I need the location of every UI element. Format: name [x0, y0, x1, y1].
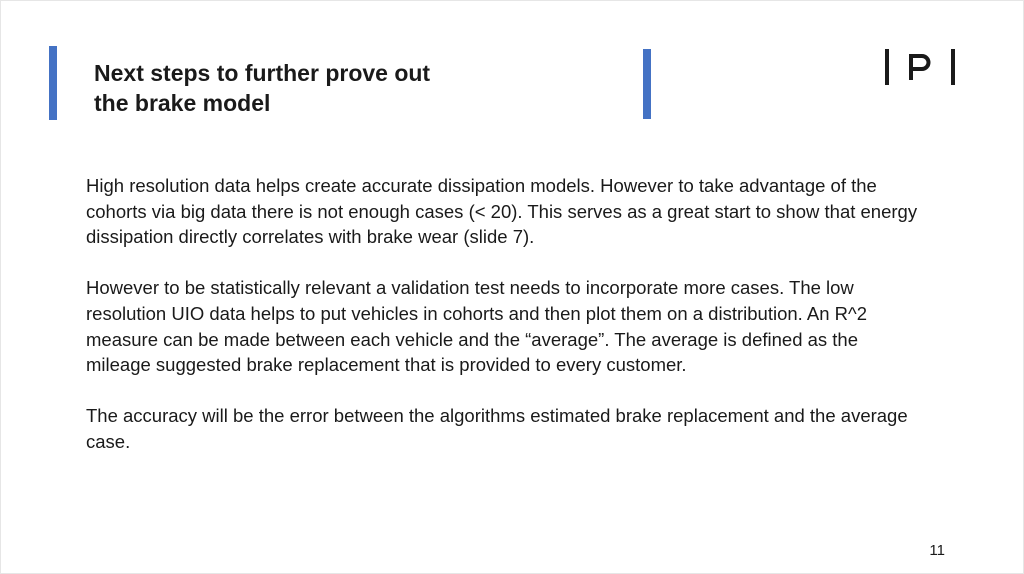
slide-title-line-1: Next steps to further prove out — [94, 60, 431, 86]
paragraph-1: High resolution data helps create accurate dissipation models. However to take advantage of the cohorts via big data there is not enough cases (< 20). This serves as a great start to show that energy dissipation directly correlates with brake wear (slide 7). — [86, 175, 918, 248]
body-text — [86, 173, 926, 455]
paragraph-3: The accuracy will be the error between the algorithms estimated brake replacement and the average case. — [86, 405, 908, 452]
slide-title-line-2: the brake model — [94, 90, 271, 116]
logo-p-glyph — [908, 54, 932, 80]
p-logo-icon — [885, 47, 961, 87]
left-accent-bar — [49, 46, 57, 120]
right-accent-bar — [643, 49, 651, 119]
logo-right-bar — [951, 49, 955, 85]
page-number: 11 — [929, 542, 945, 559]
slide-title — [94, 58, 574, 118]
paragraph-2: However to be statistically relevant a validation test needs to incorporate more cases. The low resolution UIO data helps to put vehicles in cohorts and then plot them on a distribution. An R^2 measure can be made between each vehicle and the “average”. The average is defined as the mileage suggested brake replacement that is provided to every customer. — [86, 277, 868, 376]
logo-left-bar — [885, 49, 889, 85]
